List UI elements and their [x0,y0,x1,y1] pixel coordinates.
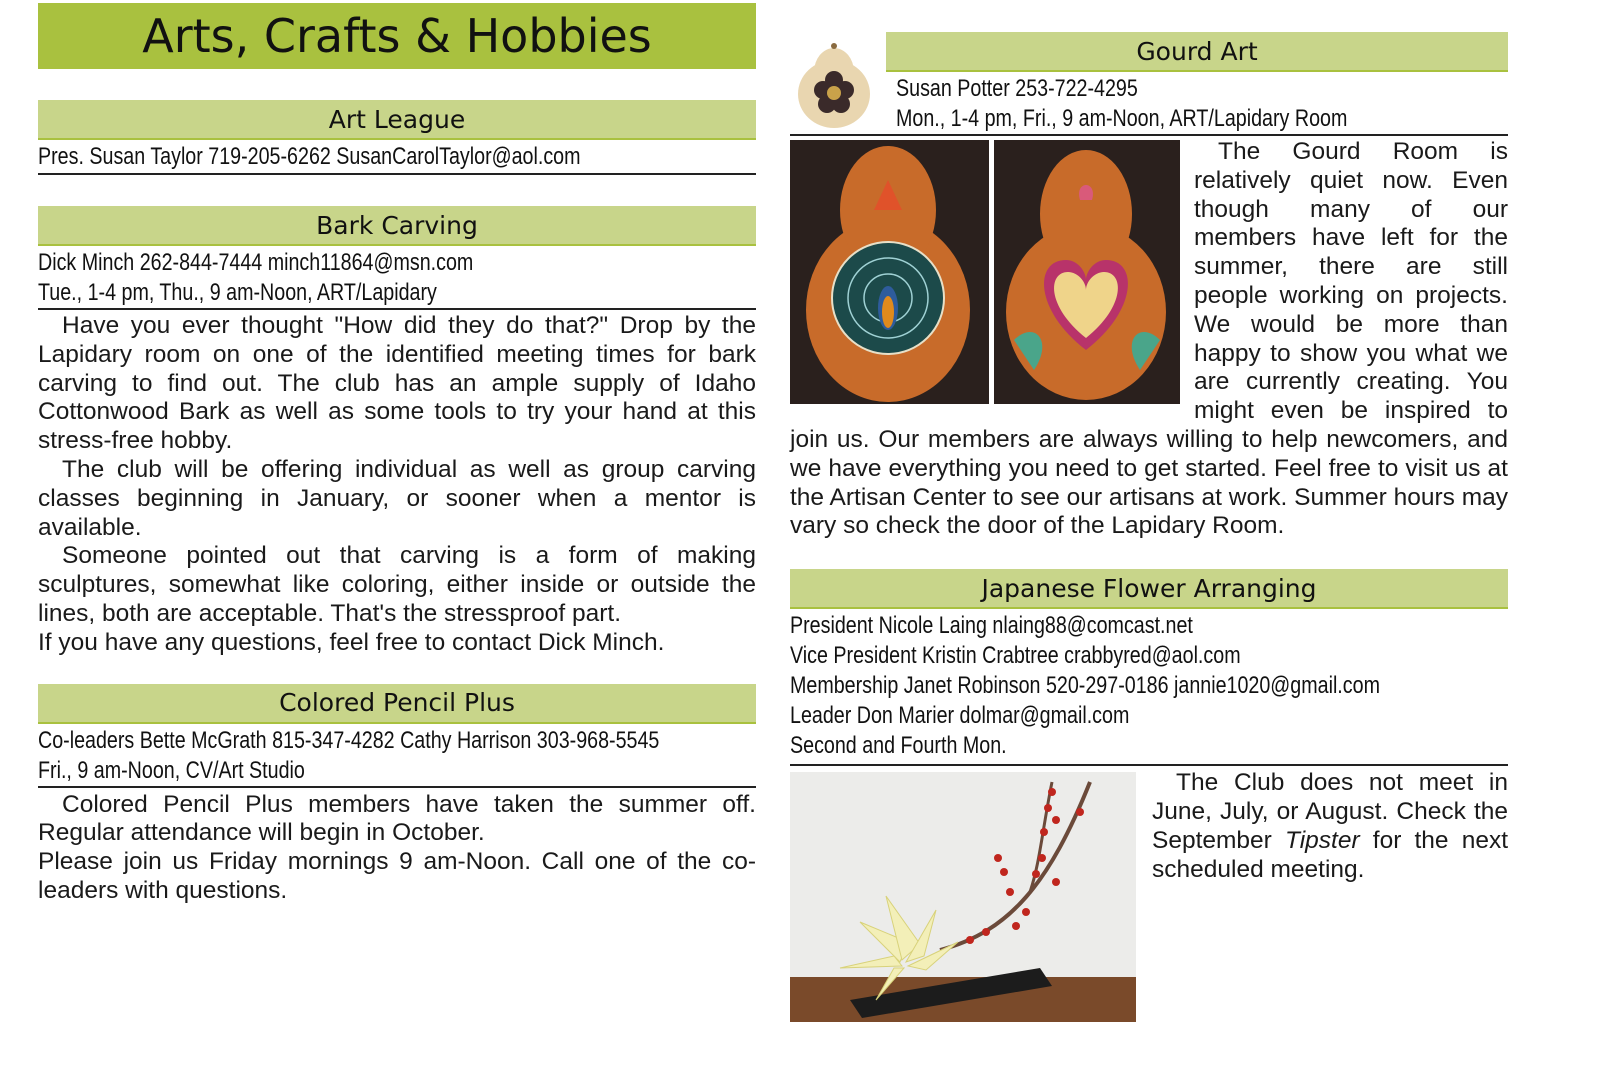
bark-carving-paragraph: The club will be offering individual as well as group carving classes beginning in January, or sooner when a mentor is available. [38,455,756,541]
bark-carving-body [38,312,756,658]
japanese-flower-schedule: Second and Fourth Mon. [790,732,1007,760]
gourd-art-heading: Gourd Art [886,32,1508,72]
japanese-flower-vice-president: Vice President Kristin Crabtree crabbyred@aol.com [790,642,1241,670]
colored-pencil-paragraph: Please join us Friday mornings 9 am-Noon. Call one of the co-leaders with questions. [38,848,756,904]
colored-pencil-body [38,791,756,906]
ikebana-photo [790,772,1136,1022]
gourd-art-schedule: Mon., 1-4 pm, Fri., 9 am-Noon, ART/Lapidary Room [896,105,1348,132]
art-league-contact: Pres. Susan Taylor 719-205-6262 SusanCarolTaylor@aol.com [38,143,581,170]
japanese-flower-leader: Leader Don Marier dolmar@gmail.com [790,702,1130,730]
bark-carving-paragraph: If you have any questions, feel free to contact Dick Minch. [38,628,665,656]
tipster-title: Tipster [1284,826,1360,854]
colored-pencil-heading: Colored Pencil Plus [38,684,756,724]
japanese-flower-text: for the next scheduled meeting. [1152,826,1508,883]
japanese-flower-text: The Club does not meet in June, July, or August. Check the September [1152,769,1508,854]
bark-carving-contact: Dick Minch 262-844-7444 minch11864@msn.com [38,249,474,276]
colored-pencil-contact: Co-leaders Bette McGrath 815-347-4282 Cathy Harrison 303-968-5545 [38,726,660,754]
left-column [38,0,756,906]
bark-carving-heading: Bark Carving [38,206,756,246]
gourd-art-contact: Susan Potter 253-722-4295 [896,75,1138,102]
bark-carving-schedule: Tue., 1-4 pm, Thu., 9 am-Noon, ART/Lapidary [38,279,437,306]
colored-pencil-schedule: Fri., 9 am-Noon, CV/Art Studio [38,756,305,784]
japanese-flower-heading: Japanese Flower Arranging [790,569,1508,609]
gourd-art-paragraph: The Gourd Room is relatively quiet now. Even though many of our members have left for the summer, there are still people working on projects. We would be more than happy to show you what we are currently creating. You might even be inspired to join us. Our members are always willing to help newcomers, and we have everything you need to get started. Feel free to visit us at the Artisan Center to see our artisans at work. Summer hours may vary so check the door of the Lapidary Room. [790,138,1508,540]
colored-pencil-paragraph: Colored Pencil Plus members have taken the summer off. Regular attendance will begin in October. [38,790,756,847]
page-title: Arts, Crafts & Hobbies [38,3,756,69]
japanese-flower-president: President Nicole Laing nlaing88@comcast.net [790,612,1193,640]
gourd-photo-dreamcatcher [790,140,989,404]
gourd-thumbnail-image [790,32,880,132]
bark-carving-paragraph: Someone pointed out that carving is a form of making sculptures, somewhat like coloring, either inside or outside the lines, both are acceptable. That's the stressproof part. [38,542,756,627]
gourd-photo-heart [994,140,1180,404]
right-column [790,0,1508,1029]
bark-carving-paragraph: Have you ever thought "How did they do that?" Drop by the Lapidary room on one of the identified meeting times for bark carving to find out. The club has an ample supply of Idaho Cottonwood Bark as well as some tools to try your hand at this stress-free hobby. [38,312,756,455]
art-league-heading: Art League [38,100,756,140]
japanese-flower-membership: Membership Janet Robinson 520-297-0186 jannie1020@gmail.com [790,672,1380,700]
